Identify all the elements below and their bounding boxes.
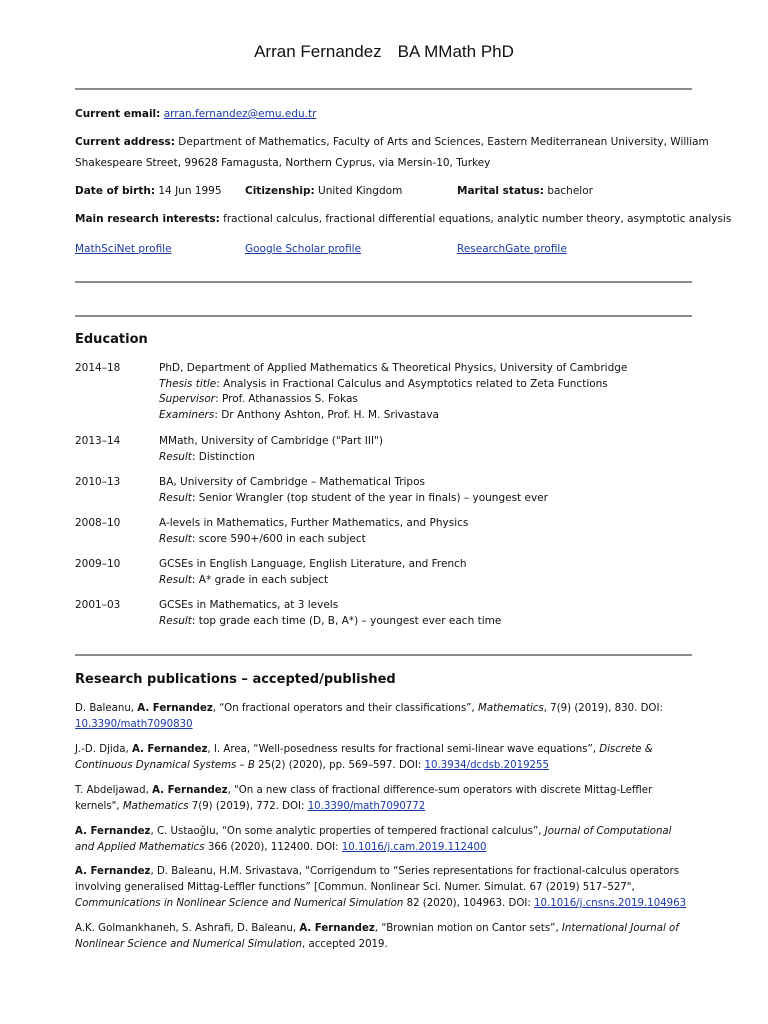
publications-top-divider (75, 654, 692, 656)
cv-title (0, 42, 768, 62)
person-degrees: BA MMath PhD (397, 42, 514, 61)
education-details: A-levels in Mathematics, Further Mathematics, and Physics Result: score 590+/600 in each subject (159, 517, 469, 545)
contact-divider (75, 281, 692, 283)
education-years: 2014–18 (75, 362, 121, 374)
publication-item: A. Fernandez, D. Baleanu, H.M. Srivastava, "Corrigendum to “Series representations for fractional-calculus operators involving generalised Mittag-Leffler functions” [Commun. Nonlinear Sci. Numer. Simulat. 67 (2019) 517–527", Communications in Nonlinear Science and Numerical Simulation 82 (2020), 104963. DOI: 10.1016/j.cnsns.2019.104963 (75, 866, 687, 909)
profile-links (75, 239, 692, 260)
doi-link[interactable]: 10.3934/dcdsb.2019255 (424, 760, 549, 771)
header-divider (75, 88, 692, 90)
doi-link[interactable]: 10.1016/j.cam.2019.112400 (341, 842, 487, 853)
address-line-1: Current address: Department of Mathematics, Faculty of Arts and Sciences, Eastern Mediterranean University, William (75, 136, 709, 148)
doi-link[interactable]: 10.3390/math7090830 (75, 719, 193, 730)
dob: Date of birth: 14 Jun 1995 (75, 185, 222, 197)
marital-status: Marital status: bachelor (457, 185, 593, 197)
mathscinet-profile-link[interactable]: MathSciNet profile (75, 243, 172, 255)
education-heading: Education (75, 332, 148, 347)
publication-item: J.-D. Djida, A. Fernandez, I. Area, “Well-posedness results for fractional semi-linear wave equations”, Discrete & Continuous Dynamical Systems – B 25(2) (2020), pp. 569–597. DOI: 10.3934/dcdsb.2019255 (75, 744, 653, 771)
google-scholar-profile-link[interactable]: Google Scholar profile (245, 243, 362, 255)
research-interests: Main research interests: fractional calculus, fractional differential equations, analytic number theory, asymptotic analysis (75, 213, 732, 225)
address-line-2: Shakespeare Street, 99628 Famagusta, Northern Cyprus, via Mersin-10, Turkey (75, 157, 491, 169)
person-name: Arran Fernandez (254, 42, 382, 61)
education-details: PhD, Department of Applied Mathematics & Theoretical Physics, University of Cambridge Thesis title: Analysis in Fractional Calculus and Asymptotics related to Zeta Functions Supervisor: Prof. Athanassios S. Fokas Examiners: Dr Anthony Ashton, Prof. H. M. Srivastava (159, 362, 628, 421)
education-details: MMath, University of Cambridge ("Part III") Result: Distinction (159, 435, 383, 463)
education-top-divider (75, 315, 692, 317)
education-years: 2001–03 (75, 599, 121, 611)
education-details: GCSEs in English Language, English Literature, and French Result: A* grade in each subject (159, 558, 467, 586)
education-years: 2008–10 (75, 517, 121, 529)
publications-heading: Research publications – accepted/published (75, 672, 396, 687)
education-details: GCSEs in Mathematics, at 3 levels Result: top grade each time (D, B, A*) – youngest ever each time (159, 599, 502, 627)
publication-item: D. Baleanu, A. Fernandez, “On fractional operators and their classifications”, Mathematics, 7(9) (2019), 830. DOI: 10.3390/math7090830 (75, 703, 663, 730)
education-years: 2013–14 (75, 435, 121, 447)
education-details: BA, University of Cambridge – Mathematical Tripos Result: Senior Wrangler (top student of the year in finals) – youngest ever (159, 476, 548, 504)
doi-link[interactable]: 10.3390/math7090772 (307, 801, 426, 812)
doi-link[interactable]: 10.1016/j.cnsns.2019.104963 (534, 898, 687, 909)
email-line: Current email: arran.fernandez@emu.edu.tr (75, 108, 317, 120)
education-years: 2010–13 (75, 476, 121, 488)
researchgate-profile-link[interactable]: ResearchGate profile (457, 243, 567, 255)
email-link[interactable]: arran.fernandez@emu.edu.tr (163, 108, 317, 120)
publication-item: T. Abdeljawad, A. Fernandez, "On a new class of fractional difference-sum operators with discrete Mittag-Leffler kernels", Mathematics 7(9) (2019), 772. DOI: 10.3390/math7090772 (75, 785, 653, 812)
citizenship: Citizenship: United Kingdom (245, 185, 403, 197)
publication-item: A. Fernandez, C. Ustaoğlu, “On some analytic properties of tempered fractional calculus”, Journal of Computational and Applied Mathematics 366 (2020), 112400. DOI: 10.1016/j.cam.2019.112400 (75, 826, 672, 853)
education-years: 2009–10 (75, 558, 121, 570)
personal-details-row (75, 181, 692, 202)
publication-item: A.K. Golmankhaneh, S. Ashrafi, D. Baleanu, A. Fernandez, “Brownian motion on Cantor sets”, International Journal of Nonlinear Science and Numerical Simulation, accepted 2019. (75, 923, 679, 950)
